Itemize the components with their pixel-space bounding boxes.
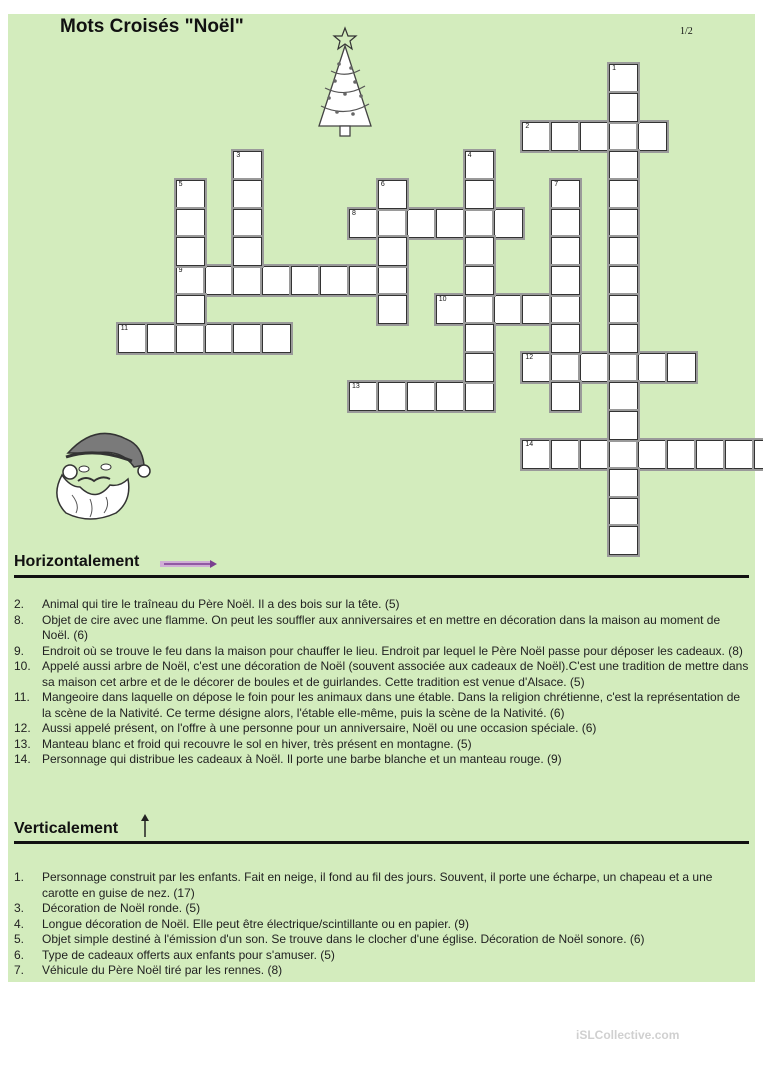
crossword-cell[interactable] [494, 295, 523, 324]
crossword-cell[interactable] [609, 526, 638, 555]
down-clue-list [14, 870, 750, 979]
crossword-cell[interactable] [233, 151, 262, 180]
clue-number: 14. [14, 752, 31, 766]
crossword-cell[interactable] [551, 237, 580, 266]
crossword-cell[interactable] [233, 324, 262, 353]
right-arrow-icon [160, 556, 218, 572]
crossword-cell[interactable] [609, 209, 638, 238]
down-clue [14, 870, 750, 901]
crossword-cell[interactable] [176, 237, 205, 266]
crossword-cell[interactable] [176, 180, 205, 209]
clue-number: 8. [14, 612, 25, 627]
crossword-cell[interactable] [118, 324, 147, 353]
crossword-cell[interactable] [147, 324, 176, 353]
across-clue [14, 721, 750, 737]
crossword-cell[interactable] [638, 440, 667, 469]
crossword-cell[interactable] [551, 122, 580, 151]
crossword-cell[interactable] [262, 266, 291, 295]
crossword-cell[interactable] [609, 440, 638, 469]
crossword-cell[interactable] [522, 295, 551, 324]
crossword-cell[interactable] [609, 382, 638, 411]
clue-number: 6. [14, 947, 25, 962]
crossword-cell[interactable] [407, 382, 436, 411]
crossword-cell[interactable] [465, 324, 494, 353]
clue-number: 6 [380, 180, 385, 188]
crossword-cell[interactable] [465, 180, 494, 209]
clue-number: 13 [352, 382, 360, 390]
crossword-cell[interactable] [378, 266, 407, 295]
crossword-cell[interactable] [436, 295, 465, 324]
crossword-cell[interactable] [205, 324, 234, 353]
crossword-cell[interactable] [609, 151, 638, 180]
crossword-cell[interactable] [754, 440, 763, 469]
crossword-cell[interactable] [465, 237, 494, 266]
clue-text: Objet simple destiné à l'émission d'un son. Se trouve dans le clocher d'une église. Décoration de Noël sonore. (6) [42, 932, 645, 946]
clue-text: Type de cadeaux offerts aux enfants pour s'amuser. (5) [42, 947, 335, 962]
clue-number: 3. [14, 901, 25, 915]
crossword-cell[interactable] [551, 180, 580, 209]
crossword-cell[interactable] [580, 122, 609, 151]
crossword-cell[interactable] [551, 324, 580, 353]
clue-number: 2 [525, 122, 530, 130]
footer-watermark: iSLCollective.com [576, 1028, 680, 1042]
crossword-cell[interactable] [609, 498, 638, 527]
across-clue [14, 613, 750, 644]
crossword-cell[interactable] [609, 93, 638, 122]
crossword-cell[interactable] [465, 209, 494, 238]
clue-text: Animal qui tire le traîneau du Père Noël. Il a des bois sur la tête. (5) [42, 597, 400, 611]
crossword-cell[interactable] [465, 382, 494, 411]
crossword-cell[interactable] [551, 209, 580, 238]
crossword-cell[interactable] [176, 266, 205, 295]
crossword-cell[interactable] [609, 266, 638, 295]
crossword-cell[interactable] [233, 209, 262, 238]
across-clue [14, 597, 750, 613]
clue-number: 11. [14, 690, 30, 704]
clue-text: Endroit où se trouve le feu dans la maison pour chauffer le lieu. Endroit par lequel le Père Noël passe pour déposer les cadeaux. (8) [42, 643, 743, 658]
clue-number: 13. [14, 736, 31, 751]
clue-number: 7 [554, 180, 559, 188]
clue-text: Aussi appelé présent, on l'offre à une personne pour un anniversaire, Noël ou une occasion spéciale. (6) [42, 721, 597, 735]
crossword-cell[interactable] [378, 180, 407, 209]
across-clue [14, 737, 750, 753]
crossword-cell[interactable] [233, 266, 262, 295]
clue-number: 7. [14, 963, 25, 977]
clue-number: 3 [236, 151, 241, 159]
crossword-cell[interactable] [349, 209, 378, 238]
down-section-title: Verticalement [14, 820, 119, 837]
clue-number: 10. [14, 659, 31, 673]
clue-text: Mangeoire dans laquelle on dépose le foin pour les animaux dans une étable. Dans la religion chrétienne, c'est la représentation de la scène de la Nativité. Ce terme désigne alors, l'étable elle-même, puis la scène de la Nativité. (6) [42, 690, 741, 720]
down-clue [14, 917, 750, 933]
clue-number: 14 [525, 440, 534, 448]
crossword-cell[interactable] [378, 209, 407, 238]
page-indicator: 1/2 [680, 26, 693, 37]
crossword-cell[interactable] [580, 353, 609, 382]
crossword-cell[interactable] [291, 266, 320, 295]
crossword-cell[interactable] [349, 382, 378, 411]
crossword-cell[interactable] [609, 180, 638, 209]
crossword-cell[interactable] [609, 469, 638, 498]
clue-number: 11 [120, 325, 129, 333]
across-divider [14, 575, 749, 578]
across-clue [14, 690, 750, 721]
clue-number: 12 [525, 354, 534, 361]
clue-text: Longue décoration de Noël. Elle peut être électrique/scintillante ou en papier. (9) [42, 916, 469, 931]
crossword-cell[interactable] [465, 353, 494, 382]
clue-text: Manteau blanc et froid qui recouvre le sol en hiver, très présent en montagne. (5) [42, 736, 472, 751]
clue-number: 9 [178, 267, 183, 275]
crossword-cell[interactable] [349, 266, 378, 295]
down-clue [14, 901, 750, 917]
clue-text: Objet de cire avec une flamme. On peut les souffler aux anniversaires et en mettre en décoration dans la maison au moment de Noël. (6) [42, 612, 721, 642]
crossword-cell[interactable] [638, 353, 667, 382]
clue-number: 4 [467, 151, 472, 159]
crossword-cell[interactable] [465, 151, 494, 180]
crossword-cell[interactable] [494, 209, 523, 238]
clue-number: 1 [612, 65, 616, 72]
crossword-cell[interactable] [609, 353, 638, 382]
crossword-cell[interactable] [436, 382, 465, 411]
crossword-cell[interactable] [609, 64, 638, 93]
clue-number: 1. [14, 870, 25, 884]
clue-number: 9. [14, 643, 25, 658]
clue-text: Appelé aussi arbre de Noël, c'est une décoration de Noël (souvent associée aux cadeaux de Noël).C'est une tradition de mettre dans sa maison cet arbre et de le décorer de boules et de guirlandes. Cette tradition est venue d'Alsace. (5) [42, 659, 749, 689]
crossword-cell[interactable] [262, 324, 291, 353]
clue-number: 2. [14, 597, 25, 611]
clue-number: 5. [14, 932, 25, 946]
crossword-cell[interactable] [407, 209, 436, 238]
across-clue [14, 659, 750, 690]
crossword-cell[interactable] [551, 382, 580, 411]
clue-number: 5 [178, 180, 183, 188]
crossword-cell[interactable] [465, 295, 494, 324]
crossword-cell[interactable] [522, 353, 551, 382]
crossword-cell[interactable] [609, 411, 638, 440]
across-clue-list [14, 597, 750, 768]
crossword-cell[interactable] [609, 122, 638, 151]
down-clue [14, 948, 750, 964]
crossword-cell[interactable] [667, 353, 696, 382]
crossword-cell[interactable] [638, 122, 667, 151]
clue-text: Véhicule du Père Noël tiré par les rennes. (8) [42, 963, 283, 977]
crossword-cell[interactable] [551, 295, 580, 324]
crossword-cell[interactable] [609, 324, 638, 353]
crossword-cell[interactable] [378, 382, 407, 411]
crossword-cell[interactable] [436, 209, 465, 238]
crossword-cell[interactable] [696, 440, 725, 469]
clue-text: Personnage qui distribue les cadeaux à Noël. Il porte une barbe blanche et un manteau rouge. (9) [42, 752, 562, 766]
crossword-cell[interactable] [609, 237, 638, 266]
crossword-cell[interactable] [580, 440, 609, 469]
crossword-cell[interactable] [205, 266, 234, 295]
across-clue [14, 752, 750, 768]
crossword-cell[interactable] [320, 266, 349, 295]
clue-text: Décoration de Noël ronde. (5) [42, 901, 201, 915]
crossword-cell[interactable] [725, 440, 754, 469]
crossword-cell[interactable] [233, 180, 262, 209]
down-clue [14, 963, 750, 979]
clue-number: 4. [14, 916, 25, 931]
crossword-cell[interactable] [551, 266, 580, 295]
crossword-cell[interactable] [176, 295, 205, 324]
crossword-cell[interactable] [667, 440, 696, 469]
page-title: Mots Croisés "Noël" [60, 16, 244, 37]
crossword-cell[interactable] [609, 295, 638, 324]
clue-number: 8 [352, 209, 356, 217]
up-arrow-icon [139, 814, 151, 838]
crossword-cell[interactable] [551, 353, 580, 382]
crossword-cell[interactable] [522, 440, 551, 469]
down-clue [14, 932, 750, 948]
crossword-cell[interactable] [176, 209, 205, 238]
crossword-cell[interactable] [465, 266, 494, 295]
down-divider [14, 841, 749, 844]
clue-number: 12. [14, 721, 31, 735]
across-section-title: Horizontalement [14, 553, 140, 570]
crossword-cell[interactable] [522, 122, 551, 151]
crossword-cell[interactable] [378, 295, 407, 324]
crossword-cell[interactable] [176, 324, 205, 353]
crossword-cell[interactable] [551, 440, 580, 469]
crossword-cell[interactable] [378, 237, 407, 266]
crossword-cell[interactable] [233, 237, 262, 266]
across-clue [14, 644, 750, 660]
clue-number: 10 [438, 296, 447, 304]
clue-text: Personnage construit par les enfants. Fait en neige, il fond au fil des jours. Souvent, il porte une écharpe, un chapeau et a une carotte en guise de nez. (17) [42, 870, 713, 900]
